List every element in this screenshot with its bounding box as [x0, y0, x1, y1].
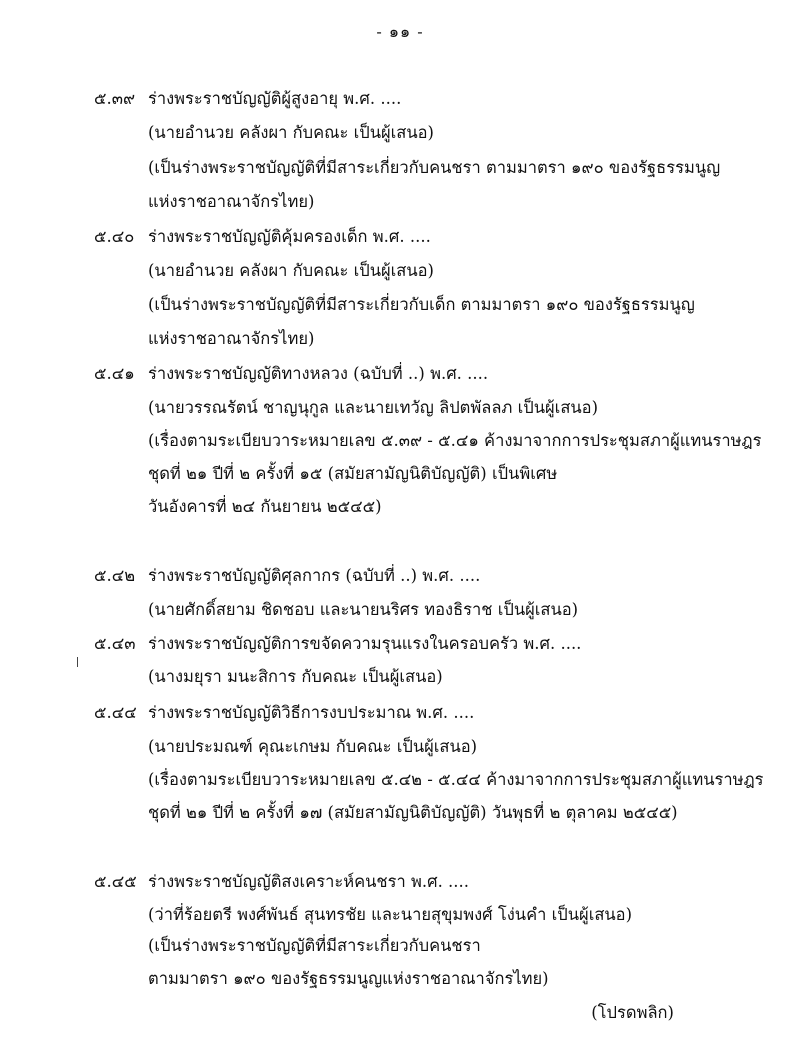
item-detail-line: (เรื่องตามระเบียบวาระหมายเลข ๕.๔๒ - ๕.๔๔ ค้างมาจากการประชุมสภาผู้แทนราษฎร	[148, 770, 764, 789]
item-detail-line: แห่งราชอาณาจักรไทย)	[148, 192, 315, 211]
item-title: ร่างพระราชบัญญัติทางหลวง (ฉบับที่ ..) พ.ศ. ....	[148, 364, 489, 383]
item-detail-line: (ว่าที่ร้อยตรี พงศ์พันธ์ สุนทรชัย และนายสุขุมพงศ์ โง่นคำ เป็นผู้เสนอ)	[148, 905, 633, 924]
item-number: ๕.๔๒	[94, 566, 136, 585]
item-detail-line: (นายวรรณรัตน์ ชาญนุกูล และนายเทวัญ ลิปตพัลลภ เป็นผู้เสนอ)	[148, 398, 599, 417]
item-detail-line: (เป็นร่างพระราชบัญญัติที่มีสาระเกี่ยวกับคนชรา	[148, 936, 481, 955]
item-title: ร่างพระราชบัญญัติสงเคราะห์คนชรา พ.ศ. ....	[148, 872, 470, 891]
item-detail-line: วันอังคารที่ ๒๔ กันยายน ๒๕๔๕)	[148, 497, 382, 516]
item-number: ๕.๔๐	[94, 227, 135, 246]
item-title: ร่างพระราชบัญญัติคุ้มครองเด็ก พ.ศ. ....	[148, 227, 431, 246]
item-title: ร่างพระราชบัญญัติการขจัดความรุนแรงในครอบครัว พ.ศ. ....	[148, 634, 582, 653]
item-title: ร่างพระราชบัญญัติผู้สูงอายุ พ.ศ. ....	[148, 89, 402, 108]
item-detail-line: แห่งราชอาณาจักรไทย)	[148, 329, 315, 348]
item-detail-line: (นายอำนวย คลังผา กับคณะ เป็นผู้เสนอ)	[148, 261, 434, 280]
item-number: ๕.๔๑	[94, 364, 135, 383]
item-detail-line: ชุดที่ ๒๑ ปีที่ ๒ ครั้งที่ ๑๗ (สมัยสามัญนิติบัญญัติ) วันพุธที่ ๒ ตุลาคม ๒๕๔๕)	[148, 803, 678, 822]
item-detail-line: (นางมยุรา มนะสิการ กับคณะ เป็นผู้เสนอ)	[148, 667, 443, 686]
item-number: ๕.๓๙	[94, 89, 136, 108]
item-detail-line: (เรื่องตามระเบียบวาระหมายเลข ๕.๓๙ - ๕.๔๑ ค้างมาจากการประชุมสภาผู้แทนราษฎร	[148, 431, 762, 450]
item-detail-line: (นายศักดิ์สยาม ชิดชอบ และนายนริศร ทองธิราช เป็นผู้เสนอ)	[148, 600, 579, 619]
item-detail-line: (นายอำนวย คลังผา กับคณะ เป็นผู้เสนอ)	[148, 123, 434, 142]
turn-over-note: (โปรดพลิก)	[591, 1003, 674, 1022]
page-number: - ๑๑ -	[376, 22, 424, 41]
item-detail-line: ชุดที่ ๒๑ ปีที่ ๒ ครั้งที่ ๑๕ (สมัยสามัญนิติบัญญัติ) เป็นพิเศษ	[148, 464, 558, 483]
item-detail-line: ตามมาตรา ๑๙๐ ของรัฐธรรมนูญแห่งราชอาณาจักรไทย)	[148, 969, 549, 988]
item-detail-line: (เป็นร่างพระราชบัญญัติที่มีสาระเกี่ยวกับคนชรา ตามมาตรา ๑๙๐ ของรัฐธรรมนูญ	[148, 158, 721, 177]
item-number: ๕.๔๓	[94, 634, 136, 653]
item-title: ร่างพระราชบัญญัติศุลกากร (ฉบับที่ ..) พ.ศ. ....	[148, 566, 481, 585]
item-number: ๕.๔๕	[94, 872, 137, 891]
item-detail-line: (นายประมณฑ์ คุณะเกษม กับคณะ เป็นผู้เสนอ)	[148, 737, 478, 756]
item-title: ร่างพระราชบัญญัติวิธีการงบประมาณ พ.ศ. ....	[148, 703, 475, 722]
item-detail-line: (เป็นร่างพระราชบัญญัติที่มีสาระเกี่ยวกับเด็ก ตามมาตรา ๑๙๐ ของรัฐธรรมนูญ	[148, 295, 695, 314]
scan-mark	[77, 657, 78, 667]
item-number: ๕.๔๔	[94, 703, 137, 722]
